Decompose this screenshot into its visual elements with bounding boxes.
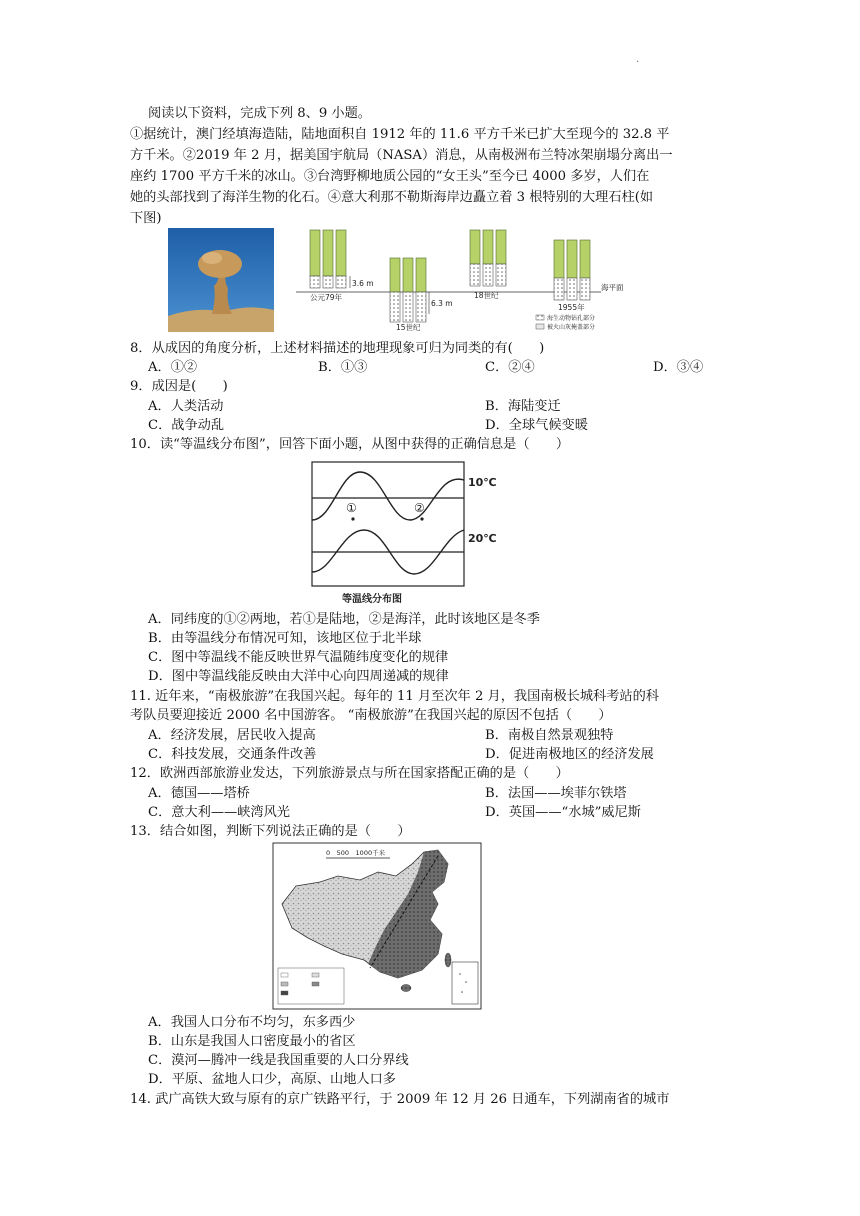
intro-line-2: ①据统计，澳门经填海造陆，陆地面积自 1912 年的 11.6 平方千米已扩大至现今的 32.8 平: [130, 127, 670, 142]
q13-option-d: D．平原、盆地人口少，高原、山地人口多: [148, 1072, 396, 1087]
marble-pillars-figure: [296, 226, 626, 334]
population-density-map: [272, 842, 482, 1010]
intro-line-5: 她的头部找到了海洋生物的化石。④意大利那不勒斯海岸边矗立着 3 根特别的大理石柱(如: [130, 190, 654, 205]
q12-option-a: A．德国——塔桥: [148, 786, 250, 801]
q12-option-d: D．英国——“水城”威尼斯: [485, 805, 641, 820]
isotherm-caption: 等温线分布图: [342, 594, 402, 605]
q12-stem: 12．欧洲西部旅游业发达，下列旅游景点与所在国家搭配正确的是（ ）: [130, 766, 569, 781]
q13-option-b: B．山东是我国人口密度最小的省区: [148, 1034, 356, 1049]
q10-stem: 10．读“等温线分布图”，回答下面小题，从图中获得的正确信息是（ ）: [130, 437, 570, 452]
label-10c: 10℃: [468, 476, 497, 489]
q11-line-1: 11. 近年来，“南极旅游”在我国兴起。每年的 11 月至次年 2 月，我国南极长城科考站的科: [130, 689, 659, 704]
label-sea-level: 海平面: [601, 283, 624, 292]
q11-option-c: C．科技发展，交通条件改善: [148, 747, 317, 762]
q9-stem: 9．成因是( ): [130, 379, 228, 394]
isotherm-figure: [310, 460, 510, 608]
intro-line-6: 下图): [130, 211, 162, 226]
q14-line-1: 14. 武广高铁大致与原有的京广铁路平行，于 2009 年 12 月 26 日通车，下列湖南省的城市: [130, 1092, 670, 1107]
intro-line-1: 阅读以下资料，完成下列 8、9 小题。: [148, 106, 371, 121]
label-15th-century: 15世纪: [396, 323, 421, 332]
q9-option-a: A．人类活动: [148, 399, 224, 414]
corner-mark: .: [636, 54, 640, 65]
q12-option-b: B．法国——埃菲尔铁塔: [485, 786, 627, 801]
legend-ash: 被火山灰掩盖部分: [547, 324, 596, 331]
q12-option-c: C．意大利——峡湾风光: [148, 805, 290, 820]
label-ad79: 公元79年: [310, 293, 343, 302]
q9-option-c: C．战争动乱: [148, 418, 225, 433]
queens-head-rock-photo: [168, 228, 274, 332]
q10-option-d: D．图中等温线能反映由大洋中心向四周递减的规律: [148, 669, 449, 684]
q13-option-a: A．我国人口分布不均匀，东多西少: [148, 1015, 356, 1030]
q11-line-2: 考队员要迎接近 2000 名中国游客。 “南极旅游”在我国兴起的原因不包括（ ）: [130, 708, 612, 723]
legend-boring: 海生动物钻孔部分: [547, 315, 596, 322]
mark-1: ①: [346, 501, 357, 515]
q10-option-c: C．图中等温线不能反映世界气温随纬度变化的规律: [148, 650, 449, 665]
q8-stem: 8．从成因的角度分析，上述材料描述的地理现象可归为同类的有( ): [130, 341, 545, 356]
q11-option-a: A．经济发展，居民收入提高: [148, 728, 316, 743]
q9-option-b: B．海陆变迁: [485, 399, 561, 414]
q11-option-d: D．促进南极地区的经济发展: [485, 747, 654, 762]
mark-2: ②: [414, 501, 425, 515]
q8-option-d: D．③④: [653, 360, 704, 375]
dim-3-6: 3.6 m: [352, 279, 374, 288]
q10-option-a: A．同纬度的①②两地，若①是陆地，②是海洋，此时该地区是冬季: [148, 612, 540, 627]
intro-line-4: 座约 1700 平方千米的冰山。③台湾野柳地质公园的“女王头”至今已 4000 多岁，人们在: [130, 169, 650, 184]
label-1955: 1955年: [558, 303, 585, 312]
q10-option-b: B．由等温线分布情况可知，该地区位于北半球: [148, 631, 422, 646]
map-scale: 0 500 1000千米: [326, 849, 386, 857]
dim-6-3: 6.3 m: [431, 299, 453, 308]
q8-option-a: A．①②: [148, 360, 198, 375]
q13-stem: 13．结合如图，判断下列说法正确的是（ ）: [130, 824, 411, 839]
label-18th-century: 18世纪: [474, 291, 499, 300]
intro-line-3: 方千米。②2019 年 2 月，据美国宇航局（NASA）消息，从南极洲布兰特冰架崩塌分离出一: [130, 148, 673, 163]
q13-option-c: C．漠河—腾冲一线是我国重要的人口分界线: [148, 1053, 409, 1068]
q11-option-b: B．南极自然景观独特: [485, 728, 614, 743]
q8-option-c: C．②④: [485, 360, 535, 375]
label-20c: 20℃: [468, 532, 497, 545]
q8-option-b: B．①③: [318, 360, 368, 375]
q9-option-d: D．全球气候变暖: [485, 418, 588, 433]
